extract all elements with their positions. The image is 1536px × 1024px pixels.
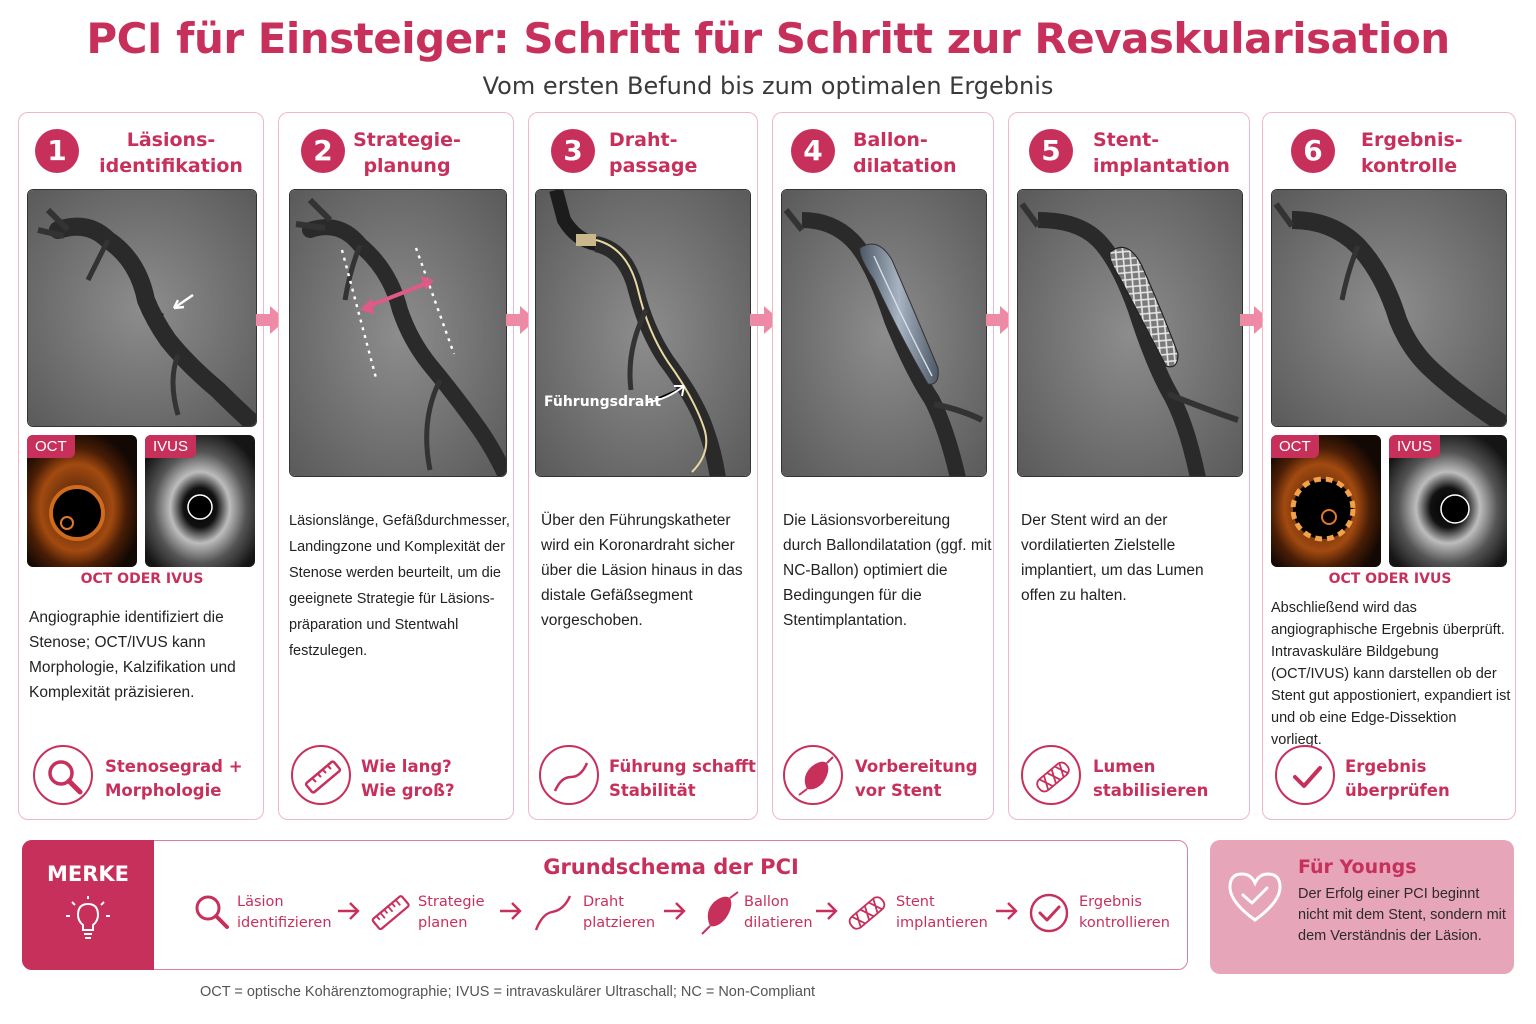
page-subtitle: Vom ersten Befund bis zum optimalen Ergebnis — [482, 72, 1054, 100]
magnifier-icon — [192, 892, 232, 932]
step-title — [853, 127, 957, 179]
step-title-line2: kontrolle — [1361, 155, 1458, 177]
step-description: Der Stent wird an der vordilatierten Zielstelle implantiert, um das Lumen offen zu halten. — [1021, 512, 1204, 604]
step-title-line1: Strategie- — [353, 129, 461, 151]
oct-caption: OCT ODER IVUS — [1328, 571, 1452, 587]
step-title-line1: Läsions- — [126, 129, 216, 151]
oct-label: OCT — [1271, 435, 1319, 458]
flow-step-line1: Ergebnis — [1079, 894, 1142, 910]
flow-step-line1: Läsion — [237, 894, 284, 910]
footer-line1: Vorbereitung — [855, 757, 978, 776]
arrow-right-icon — [814, 900, 840, 922]
flow-step-1 — [237, 892, 332, 934]
flow-step-4 — [744, 892, 813, 934]
angiogram-image — [781, 189, 987, 477]
flow-step-line2: identifizieren — [237, 915, 332, 931]
flow-step-line2: kontrollieren — [1079, 915, 1170, 931]
flow-step-line1: Draht — [583, 894, 624, 910]
angiogram-image — [535, 189, 751, 477]
oct-image — [1271, 435, 1381, 567]
step-card-6 — [1262, 112, 1516, 820]
ivus-image — [1389, 435, 1507, 567]
step-number: 1 — [35, 129, 79, 173]
step-title — [1361, 127, 1461, 179]
step-footer — [609, 755, 756, 803]
flow-step-line1: Strategie — [418, 894, 485, 910]
flow-step-5 — [896, 892, 988, 934]
step-footer — [1093, 755, 1208, 803]
step-title-line2: planung — [363, 155, 451, 177]
magnifier-icon — [33, 745, 93, 805]
footer-line2: Morphologie — [105, 781, 222, 800]
step-title — [1093, 127, 1230, 179]
angiogram-image — [289, 189, 507, 477]
check-icon — [1275, 745, 1335, 805]
oct-label: OCT — [27, 435, 75, 458]
arrow-right-icon — [994, 900, 1020, 922]
ruler-icon — [291, 745, 351, 805]
angiogram-image — [27, 189, 257, 427]
step-title-line2: identifikation — [99, 155, 243, 177]
flow-step-line1: Stent — [896, 894, 935, 910]
ruler-icon — [370, 892, 412, 934]
footer-line1: Stenosegrad + — [105, 757, 243, 776]
step-number: 3 — [551, 129, 595, 173]
check-icon — [1028, 892, 1070, 934]
footer-line1: Führung schafft — [609, 757, 756, 776]
footer-line2: Stabilität — [609, 781, 696, 800]
oct-image — [27, 435, 137, 567]
grundschema-title: Grundschema der PCI — [543, 855, 799, 879]
step-description: Die Läsionsvorbereitung durch Ballondilatation (ggf. mit NC-Ballon) optimiert die Bedingungen für die Stentimplantation. — [783, 512, 992, 629]
step-title — [351, 127, 463, 179]
stent-icon — [844, 890, 890, 936]
flow-step-2 — [418, 892, 485, 934]
stent-icon — [1021, 745, 1081, 805]
oct-caption: OCT ODER IVUS — [80, 571, 204, 587]
footer-line1: Wie lang? — [361, 757, 452, 776]
step-title-line1: Ballon- — [853, 129, 928, 151]
footer-line2: überprüfen — [1345, 781, 1450, 800]
angiogram-image — [1271, 189, 1507, 427]
step-title — [83, 127, 259, 179]
step-number: 2 — [301, 129, 345, 173]
ivus-label: IVUS — [1389, 435, 1440, 458]
arrow-right-icon — [336, 900, 362, 922]
step-title-line1: Ergebnis- — [1361, 129, 1463, 151]
step-footer — [361, 755, 455, 803]
wire-icon — [539, 745, 599, 805]
flow-step-line2: implantieren — [896, 915, 988, 931]
lightbulb-icon — [64, 894, 112, 944]
flow-step-line1: Ballon — [744, 894, 789, 910]
step-footer — [105, 755, 243, 803]
step-title-line1: Draht- — [609, 129, 678, 151]
step-title-line1: Stent- — [1093, 129, 1160, 151]
step-card-2 — [278, 112, 514, 820]
footer-line1: Ergebnis — [1345, 757, 1427, 776]
step-card-3 — [528, 112, 758, 820]
youngs-text: Der Erfolg einer PCI beginnt nicht mit dem Stent, sondern mit dem Verständnis der Läsion. — [1298, 886, 1506, 944]
footnote: OCT = optische Kohärenztomographie; IVUS = intravaskulärer Ultraschall; NC = Non-Compliant — [200, 984, 816, 1000]
flow-step-line2: platzieren — [583, 915, 656, 931]
step-number: 5 — [1029, 129, 1073, 173]
flow-step-line2: dilatieren — [744, 915, 813, 931]
step-card-1 — [18, 112, 264, 820]
page-title: PCI für Einsteiger: Schritt für Schritt zur Revaskularisation — [86, 14, 1450, 63]
ivus-label: IVUS — [145, 435, 196, 458]
step-description: Über den Führungskatheter wird ein Koronardraht sicher über die Läsion hinaus in das distale Gefäßsegment vorgeschoben. — [541, 512, 743, 629]
ivus-image — [145, 435, 255, 567]
step-title-line2: dilatation — [853, 155, 957, 177]
footer-line2: Wie groß? — [361, 781, 455, 800]
balloon-icon — [783, 745, 843, 805]
flow-step-3 — [583, 892, 655, 934]
step-number: 4 — [791, 129, 835, 173]
footer-line2: vor Stent — [855, 781, 942, 800]
merke-label: MERKE — [46, 862, 130, 886]
step-description: Angiographie identifiziert die Stenose; OCT/IVUS kann Morphologie, Kalzifikation und Komplexität präzisieren. — [29, 609, 236, 701]
angiogram-image — [1017, 189, 1243, 477]
step-title-line2: passage — [609, 155, 698, 177]
step-footer — [855, 755, 978, 803]
balloon-icon — [698, 890, 740, 936]
flow-step-6 — [1079, 892, 1170, 934]
step-card-4 — [772, 112, 994, 820]
footer-line2: stabilisieren — [1093, 781, 1209, 800]
footer-line1: Lumen — [1093, 757, 1156, 776]
step-title — [609, 127, 698, 179]
step-description: Läsionslänge, Gefäßdurchmesser, Landingzone und Komplexität der Stenose werden beurteilt, um die geeignete Strategie für Läsions-präparation und Stentwahl festzulegen. — [289, 513, 510, 659]
step-number: 6 — [1291, 129, 1335, 173]
step-description: Abschließend wird das angiographische Ergebnis überprüft. Intravaskuläre Bildgebung (OCT/IVUS) kann darstellen ob der Stent gut appostioniert, expandiert ist und ob eine Edge-Dissektion vorliegt. — [1271, 600, 1511, 748]
heart-check-icon — [1226, 870, 1284, 924]
step-title-line2: implantation — [1093, 155, 1230, 177]
guidewire-label: Führungsdraht — [544, 394, 662, 410]
arrow-right-icon — [662, 900, 688, 922]
step-card-5 — [1008, 112, 1250, 820]
youngs-title: Für Youngs — [1298, 856, 1417, 878]
wire-icon — [532, 892, 574, 934]
step-footer — [1345, 755, 1450, 803]
arrow-right-icon — [498, 900, 524, 922]
flow-step-line2: planen — [418, 915, 468, 931]
